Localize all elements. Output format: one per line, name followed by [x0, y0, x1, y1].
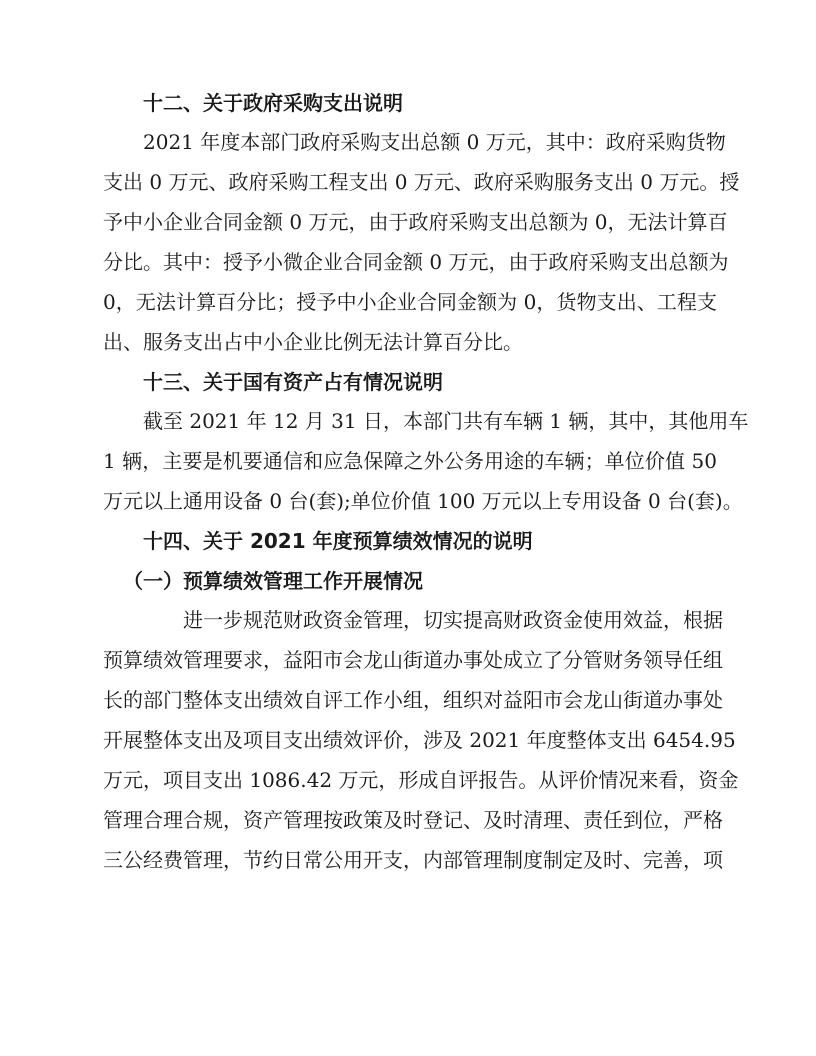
paragraph-line: 预算绩效管理要求，益阳市会龙山街道办事处成立了分管财务领导任组	[103, 648, 723, 672]
paragraph-line: 管理合理合规，资产管理按政策及时登记、及时清理、责任到位，严格	[103, 808, 723, 832]
paragraph-line: 万元以上通用设备 0 台(套);单位价值 100 万元以上专用设备 0 台(套)。	[103, 489, 743, 513]
paragraph-line: 开展整体支出及项目支出绩效评价，涉及 2021 年度整体支出 6454.95	[103, 728, 736, 752]
paragraph-line: 进一步规范财政资金管理，切实提高财政资金使用效益，根据	[183, 608, 723, 632]
section-14-subheading: （一）预算绩效管理工作开展情况	[123, 569, 423, 593]
section-13-heading: 十三、关于国有资产占有情况说明	[143, 370, 443, 394]
paragraph-line: 分比。其中：授予小微企业合同金额 0 万元，由于政府采购支出总额为	[103, 250, 729, 274]
section-14-heading: 十四、关于 2021 年度预算绩效情况的说明	[143, 529, 533, 553]
paragraph-line: 万元，项目支出 1086.42 万元，形成自评报告。从评价情况来看，资金	[103, 768, 739, 792]
paragraph-line: 出、服务支出占中小企业比例无法计算百分比。	[103, 330, 523, 354]
paragraph-line: 长的部门整体支出绩效自评工作小组，组织对益阳市会龙山街道办事处	[103, 688, 723, 712]
paragraph-line: 0，无法计算百分比；授予中小企业合同金额为 0，货物支出、工程支	[103, 290, 717, 314]
section-12-heading: 十二、关于政府采购支出说明	[143, 91, 403, 115]
paragraph-line: 予中小企业合同金额 0 万元，由于政府采购支出总额为 0，无法计算百	[103, 210, 728, 234]
paragraph-line: 支出 0 万元、政府采购工程支出 0 万元、政府采购服务支出 0 万元。授	[103, 170, 740, 194]
paragraph-line: 截至 2021 年 12 月 31 日，本部门共有车辆 1 辆，其中，其他用车	[143, 409, 749, 433]
paragraph-line: 2021 年度本部门政府采购支出总额 0 万元，其中：政府采购货物	[143, 130, 726, 154]
paragraph-line: 1 辆，主要是机要通信和应急保障之外公务用途的车辆；单位价值 50	[103, 449, 717, 473]
paragraph-line: 三公经费管理，节约日常公用开支，内部管理制度制定及时、完善，项	[103, 848, 723, 872]
